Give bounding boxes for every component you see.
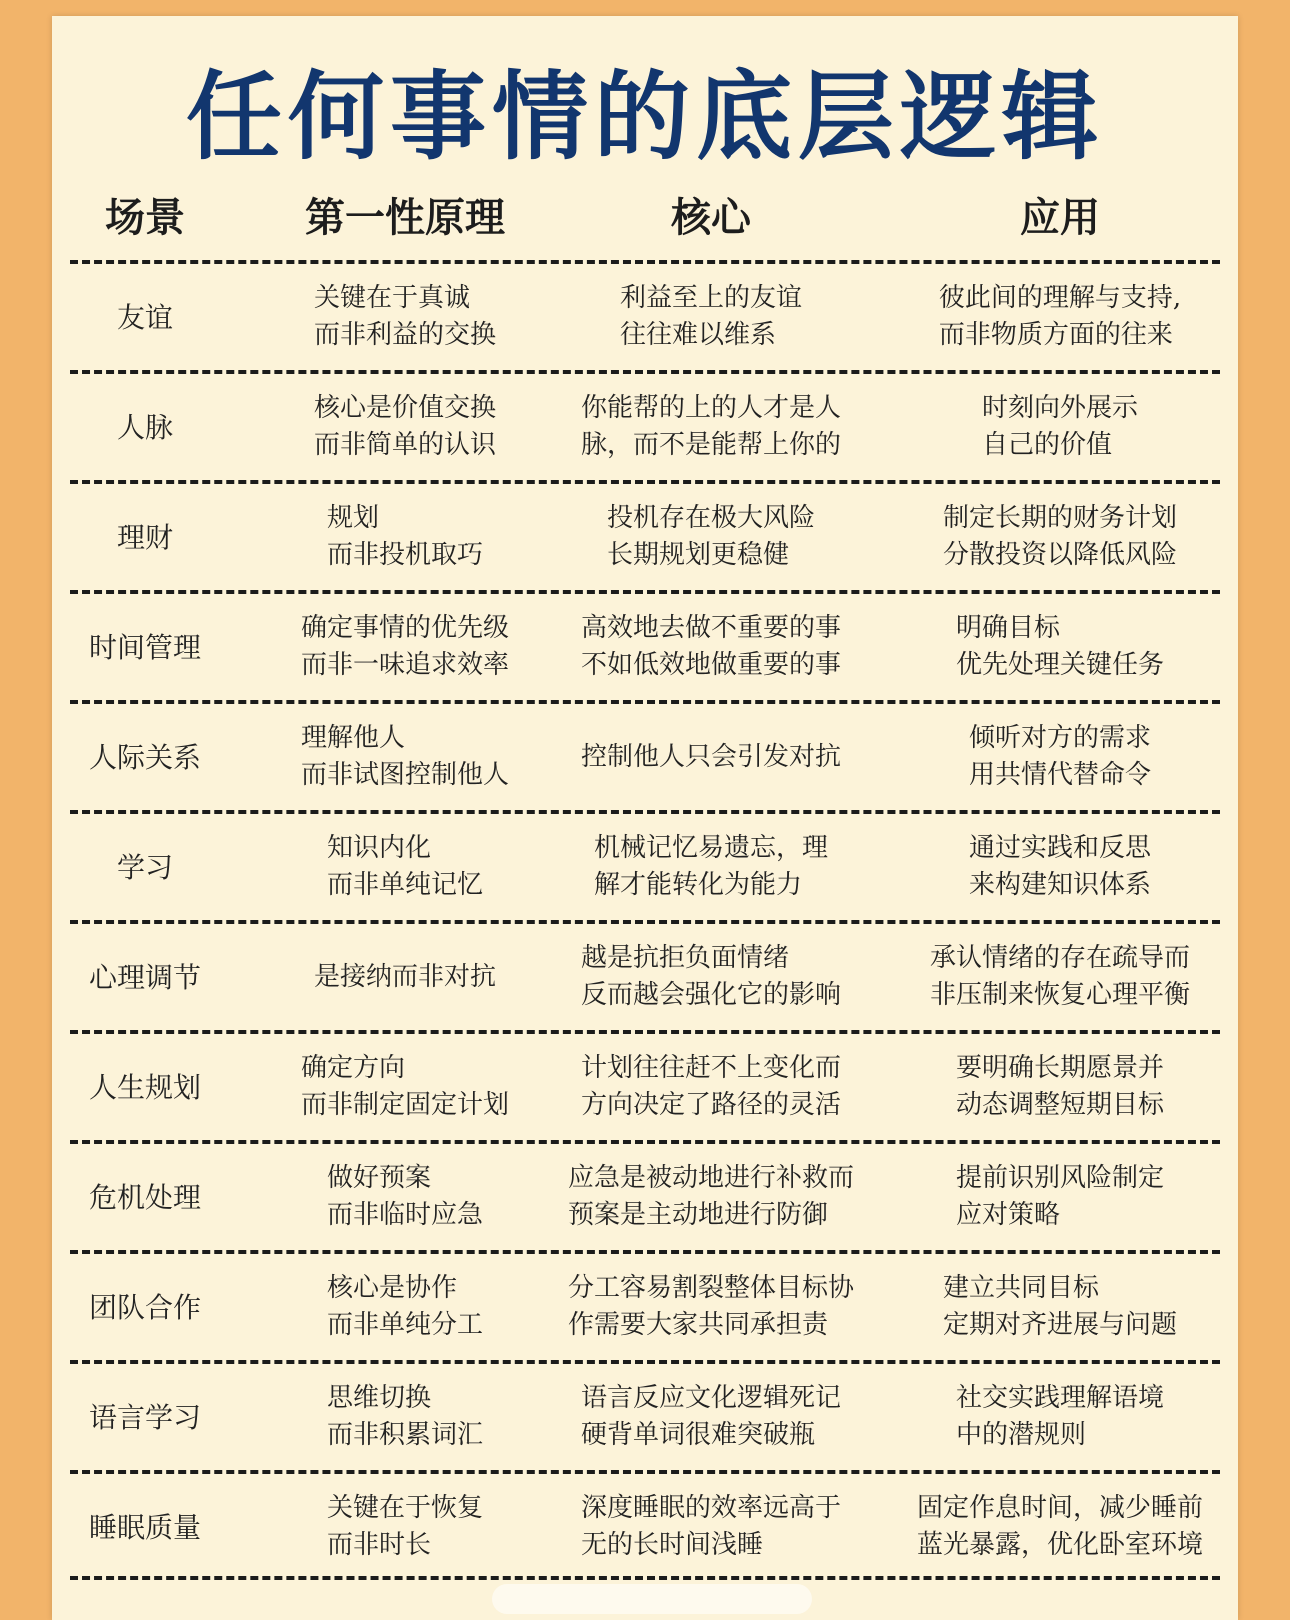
- application-cell: [900, 594, 1220, 700]
- principle-cell: [260, 814, 550, 920]
- table-row: [70, 920, 1220, 1030]
- table-row: [70, 700, 1220, 810]
- principle-cell: [260, 374, 550, 480]
- principle-cell-text: 是接纳而非对抗: [313, 961, 496, 992]
- scene-cell: [70, 484, 220, 590]
- principle-cell: [260, 264, 550, 370]
- principle-cell-text: 知识内化 而非单纯记忆: [326, 833, 483, 900]
- application-cell: [900, 814, 1220, 920]
- application-cell: [900, 1034, 1220, 1140]
- principle-cell-text: 核心是价值交换 而非简单的认识: [313, 393, 496, 460]
- scene-cell-text: 人脉: [116, 410, 173, 444]
- scene-cell-text: 危机处理: [88, 1180, 201, 1214]
- core-cell: [546, 484, 876, 590]
- principle-cell: [260, 704, 550, 810]
- scene-cell: [70, 374, 220, 480]
- scene-cell: [70, 1254, 220, 1360]
- principle-cell: [260, 484, 550, 590]
- core-cell: [546, 1254, 876, 1360]
- header-application: 应用: [1020, 194, 1100, 241]
- application-cell-text: 制定长期的财务计划 分散投资以降低风险: [942, 503, 1177, 570]
- principle-cell: [260, 1034, 550, 1140]
- scene-cell: [70, 924, 220, 1030]
- page-title: 任何事情的底层逻辑: [186, 61, 1104, 173]
- principle-cell-text: 关键在于真诚 而非利益的交换: [313, 283, 496, 350]
- principle-cell-text: 理解他人 而非试图控制他人: [300, 723, 509, 790]
- table-row: [70, 370, 1220, 480]
- scene-cell: [70, 264, 220, 370]
- table-row: [70, 590, 1220, 700]
- principle-cell-text: 思维切换 而非积累词汇: [326, 1383, 483, 1450]
- application-cell: [900, 704, 1220, 810]
- principle-cell-text: 确定方向 而非制定固定计划: [300, 1053, 509, 1120]
- header-core: 核心: [671, 194, 751, 241]
- core-cell-text: 深度睡眠的效率远高于 无的长时间浅睡: [580, 1493, 841, 1560]
- core-cell: [546, 1364, 876, 1470]
- core-cell-text: 分工容易割裂整体目标协 作需要大家共同承担责: [567, 1273, 854, 1340]
- core-cell-text: 越是抗拒负面情绪 反而越会强化它的影响: [580, 943, 841, 1010]
- principle-cell-text: 核心是协作 而非单纯分工: [326, 1273, 483, 1340]
- scene-cell-text: 睡眠质量: [88, 1510, 201, 1544]
- application-cell: [900, 374, 1220, 480]
- principle-cell: [260, 1144, 550, 1250]
- table-row: [70, 480, 1220, 590]
- scene-cell-text: 时间管理: [88, 630, 201, 664]
- principle-cell-text: 关键在于恢复 而非时长: [326, 1493, 483, 1560]
- core-cell: [546, 374, 876, 480]
- application-cell-text: 建立共同目标 定期对齐进展与问题: [942, 1273, 1177, 1340]
- table-row: [70, 1250, 1220, 1360]
- table-row: [70, 1470, 1220, 1580]
- principle-cell: [260, 924, 550, 1030]
- scene-cell: [70, 814, 220, 920]
- principle-cell: [260, 1254, 550, 1360]
- header-scene: 场景: [105, 194, 185, 241]
- core-cell: [546, 924, 876, 1030]
- core-cell-text: 投机存在极大风险 长期规划更稳健: [606, 503, 815, 570]
- table-row: [70, 1140, 1220, 1250]
- core-cell-text: 应急是被动地进行补救而 预案是主动地进行防御: [567, 1163, 854, 1230]
- scene-cell-text: 团队合作: [88, 1290, 201, 1324]
- table-row: [70, 810, 1220, 920]
- core-cell-text: 控制他人只会引发对抗: [580, 741, 841, 772]
- core-cell: [546, 814, 876, 920]
- core-cell-text: 利益至上的友谊 往往难以维系: [619, 283, 802, 350]
- application-cell-text: 提前识别风险制定 应对策略: [955, 1163, 1164, 1230]
- scene-cell-text: 人生规划: [88, 1070, 201, 1104]
- core-cell: [546, 1474, 876, 1580]
- table-row: [70, 1360, 1220, 1470]
- scene-cell-text: 语言学习: [88, 1400, 201, 1434]
- principle-cell: [260, 594, 550, 700]
- header-principle: 第一性原理: [305, 194, 505, 241]
- core-cell-text: 语言反应文化逻辑死记 硬背单词很难突破瓶: [580, 1383, 841, 1450]
- scene-cell: [70, 594, 220, 700]
- scene-cell: [70, 704, 220, 810]
- scene-cell: [70, 1144, 220, 1250]
- scene-cell: [70, 1474, 220, 1580]
- table-header: [70, 181, 1220, 255]
- application-cell: [900, 1254, 1220, 1360]
- principle-cell-text: 做好预案 而非临时应急: [326, 1163, 483, 1230]
- application-cell-text: 倾听对方的需求 用共情代替命令: [968, 723, 1151, 790]
- scene-cell-text: 人际关系: [88, 740, 201, 774]
- scene-cell-text: 理财: [116, 520, 173, 554]
- application-cell-text: 承认情绪的存在疏导而 非压制来恢复心理平衡: [929, 943, 1190, 1010]
- application-cell-text: 明确目标 优先处理关键任务: [955, 613, 1164, 680]
- scene-cell: [70, 1364, 220, 1470]
- watermark: [492, 1584, 812, 1614]
- application-cell: [900, 264, 1220, 370]
- document-page: [52, 16, 1238, 1620]
- core-cell-text: 机械记忆易遗忘，理 解才能转化为能力: [593, 833, 828, 900]
- application-cell: [900, 1364, 1220, 1470]
- principle-cell-text: 确定事情的优先级 而非一味追求效率: [300, 613, 509, 680]
- scene-cell-text: 友谊: [116, 300, 173, 334]
- scene-cell-text: 学习: [116, 850, 173, 884]
- table-row: [70, 260, 1220, 370]
- application-cell-text: 时刻向外展示 自己的价值: [981, 393, 1138, 460]
- application-cell-text: 彼此间的理解与支持, 而非物质方面的往来: [938, 283, 1182, 350]
- scene-cell-text: 心理调节: [88, 960, 201, 994]
- core-cell: [546, 1144, 876, 1250]
- scene-cell: [70, 1034, 220, 1140]
- core-cell-text: 你能帮的上的人才是人 脉，而不是能帮上你的: [580, 393, 841, 460]
- application-cell: [900, 484, 1220, 590]
- core-cell: [546, 704, 876, 810]
- core-cell: [546, 1034, 876, 1140]
- application-cell-text: 通过实践和反思 来构建知识体系: [968, 833, 1151, 900]
- table-body: [70, 260, 1220, 1580]
- application-cell-text: 社交实践理解语境 中的潜规则: [955, 1383, 1164, 1450]
- principle-cell: [260, 1364, 550, 1470]
- core-cell: [546, 594, 876, 700]
- application-cell: [900, 1144, 1220, 1250]
- principle-cell: [260, 1474, 550, 1580]
- application-cell-text: 固定作息时间，减少睡前 蓝光暴露，优化卧室环境: [916, 1493, 1203, 1560]
- core-cell-text: 计划往往赶不上变化而 方向决定了路径的灵活: [580, 1053, 841, 1120]
- core-cell-text: 高效地去做不重要的事 不如低效地做重要的事: [580, 613, 841, 680]
- principle-cell-text: 规划 而非投机取巧: [326, 503, 483, 570]
- table-row: [70, 1030, 1220, 1140]
- application-cell: [900, 1474, 1220, 1580]
- application-cell: [900, 924, 1220, 1030]
- application-cell-text: 要明确长期愿景并 动态调整短期目标: [955, 1053, 1164, 1120]
- core-cell: [546, 264, 876, 370]
